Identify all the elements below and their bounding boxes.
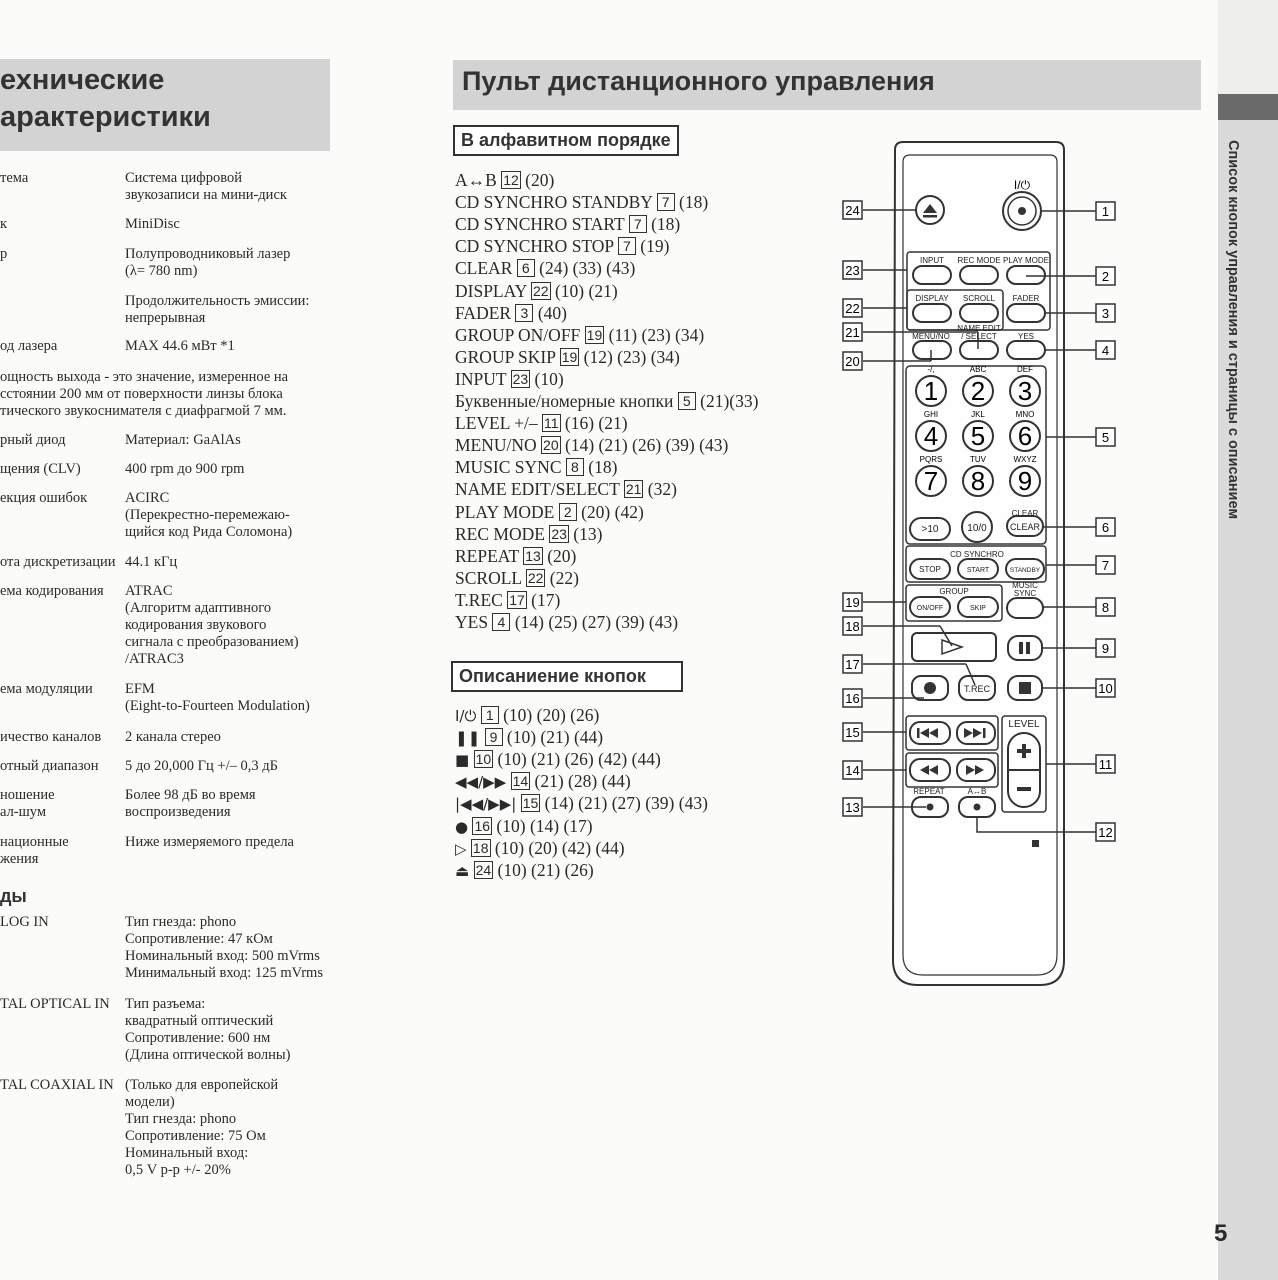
callout-number: 22 [845,301,860,316]
svg-text:ON/OFF: ON/OFF [916,605,944,612]
keypad-digit: 1 [923,376,939,406]
ref-number-box: 24 [475,861,492,878]
page-refs: (21) (28) (44) [534,771,631,792]
ref-number-box: 20 [543,437,559,454]
alpha-item [455,235,669,257]
alpha-item [455,523,602,545]
alpha-item [455,346,680,368]
spec-label: екция ошибок [0,490,88,506]
spec-value: Тип разъема: квадратный оптический Сопротивление: 600 нм (Длина оптической волны) [125,996,291,1063]
ref-number-box: 16 [474,817,491,834]
item-name: REC MODE [455,523,545,544]
keypad-digit: 2 [970,376,986,406]
alpha-item [455,567,579,589]
item-name: GROUP SKIP [455,346,556,367]
ref-number-box: 10 [475,751,492,768]
item-name: Буквенные/номерные кнопки [455,391,674,411]
page-refs: (20) (42) [581,501,644,522]
ref-number-box: 7 [657,193,675,211]
button-symbol-icon: ▷ [455,839,467,858]
desc-heading: Описаниение кнопок [451,661,683,692]
ref-number-box: 13 [525,547,541,564]
spec-value: Система цифровой звукозаписи на мини-диск [125,170,287,203]
callout-number: 3 [1101,306,1110,321]
spec-value: Продолжительность эмиссии: непрерывная [125,293,310,326]
ref-number-box: 5 [678,392,696,410]
spec-label: ема модуляции [0,681,93,697]
ref-number-box: 3 [515,304,533,322]
button-symbol-icon: I/⏻ [455,707,477,725]
callout-number: 6 [1101,520,1110,535]
page-refs: (10) (14) (17) [496,815,593,836]
page-refs: (19) [640,236,670,257]
left-title-line-1: ехнические [0,64,165,96]
spec-value: 44.1 кГц [125,554,178,570]
button-symbol-icon: ◀◀/▶▶ [455,773,507,792]
svg-text:MUSIC: MUSIC [1012,581,1038,590]
page-refs: (14) (25) (27) (39) (43) [514,612,679,632]
callout-number: 8 [1101,600,1110,615]
ref-number-box: 23 [512,370,529,387]
desc-item [455,704,599,727]
alpha-item [455,545,576,567]
alpha-item [455,412,628,434]
spec-label: ота дискретизации [0,554,116,570]
ref-number-box: 8 [566,458,584,476]
ref-number-box: 15 [522,795,539,812]
page-refs: (18) [588,457,618,478]
svg-text:YES: YES [1017,332,1035,341]
callout-number: 9 [1101,641,1110,656]
spec-label: од лазера [0,338,58,354]
ref-number-box: 4 [492,613,510,631]
alpha-item [455,368,564,390]
ref-number-box: 22 [533,282,549,299]
svg-text:CLEAR: CLEAR [1009,522,1041,532]
callout-number: 5 [1101,430,1110,445]
spec-label: национные жения [0,834,69,867]
page-refs: (10) (21) (26) [497,859,594,880]
svg-text:STANDBY: STANDBY [1009,567,1041,574]
svg-text:LEVEL: LEVEL [1008,719,1040,730]
keypad-letters: DEF [1017,365,1033,374]
side-tab-dark [1218,0,1278,94]
ref-number-box: 22 [527,569,544,586]
page-refs: (21)(33) [700,391,759,411]
svg-text:INPUT: INPUT [920,256,944,265]
item-name: PLAY MODE [455,501,555,522]
keypad-digit: 3 [1017,376,1033,406]
spec-value: 2 канала стерео [125,729,221,745]
spec-value: Материал: GaAlAs [125,432,241,448]
item-name: CD SYNCHRO START [455,214,625,235]
power-label: I/⏻ [1013,178,1031,192]
ref-number-box: 17 [509,591,525,608]
keypad-digit: 7 [923,466,939,496]
keypad-letters: PQRS [919,455,943,464]
keypad-digit: 5 [970,421,986,451]
callout-number: 11 [1098,757,1113,772]
page-refs: (10) (21) (26) (42) (44) [497,749,661,770]
keypad-digit: 6 [1017,421,1033,451]
spec-label: щения (CLV) [0,461,81,477]
svg-text:REPEAT: REPEAT [913,787,945,796]
alpha-item [455,213,680,235]
spec-label: ощность выхода - это значение, измеренное на сстоянии 200 мм от поверхности линзы блока тического звукоснимателя с диафрагмой 7 мм. [0,369,289,419]
page-refs: (22) [549,567,579,588]
keypad [916,365,1040,496]
page-refs: (14) (21) (27) (39) (43) [544,793,708,814]
item-name: NAME EDIT/SELECT [455,479,620,500]
svg-text:STOP: STOP [919,565,941,574]
alpha-item [455,257,635,279]
spec-value: ATRAC (Алгоритм адаптивного кодирования звукового сигнала с преобразованием) /ATRAC3 [125,583,299,667]
page-refs: (17) [531,589,561,610]
page-title: Пульт дистанционного управления [462,66,935,96]
spec-label: TAL COAXIAL IN [0,1077,114,1093]
page-refs: (20) [547,545,577,566]
callout-number: 16 [845,691,860,706]
spec-value: MiniDisc [125,216,180,232]
callout-number: 21 [845,325,860,340]
keypad-digit: 9 [1017,466,1033,496]
spec-value: MAX 44.6 мВт *1 [125,338,235,354]
ref-number-box: 12 [503,172,519,188]
spec-label: TAL OPTICAL IN [0,996,110,1012]
spec-label: тема [0,170,29,186]
page-refs: (10) (21) [554,280,618,301]
side-tab-label: Список кнопок управления и страницы с описанием [1225,140,1241,520]
remote-diagram [830,135,1130,995]
svg-text:SYNC: SYNC [1013,589,1037,598]
page-refs: (10) (20) (42) (44) [494,837,625,858]
spec-value: (Только для европейской модели) Тип гнезда: phono Сопротивление: 75 Ом Номинальный вход: 0,5 V p-p +/- 20% [125,1077,279,1178]
alpha-item [455,280,618,302]
item-name: MENU/NO [455,435,537,456]
page-refs: (16) (21) [564,413,628,434]
svg-text:PLAY MODE: PLAY MODE [1003,256,1049,265]
ref-number-box: 6 [517,259,535,277]
spec-value: EFM (Eight-to-Fourteen Modulation) [125,681,310,714]
alpha-item [455,191,708,213]
side-tab-marker [1218,94,1278,120]
ref-number-box: 21 [625,481,642,498]
callout-number: 19 [845,595,860,610]
svg-text:CLEAR: CLEAR [1011,509,1039,518]
ref-number-box: 11 [543,415,559,432]
spec-label: ема кодирования [0,583,104,599]
alpha-item [455,434,728,456]
page-refs: (18) [651,214,681,235]
callout-number: 4 [1101,343,1110,358]
page-refs: (24) (33) (43) [539,258,636,279]
ref-number-box: 19 [586,326,603,343]
page-refs: (32) [647,479,677,500]
callout-number: 2 [1101,269,1110,284]
page-number: 5 [1214,1220,1228,1247]
spec-value: Тип гнезда: phono Сопротивление: 47 кОм Номинальный вход: 500 mVrms Минимальный вход: 125 mVrms [125,914,323,981]
callout-number: 24 [845,203,860,218]
ref-number-box: 14 [512,773,529,790]
keypad-digit: 8 [970,466,986,496]
ref-number-box: 18 [472,839,489,856]
item-name: SCROLL [455,567,522,588]
callout-number: 13 [845,800,860,815]
page-refs: (10) (20) (26) [503,705,600,725]
spec-label: LOG IN [0,914,49,930]
item-name: INPUT [455,368,507,389]
button-symbol-icon: |◀◀/▶▶| [455,795,517,814]
keypad-letters: ABC [969,365,987,374]
svg-text:SCROLL: SCROLL [962,294,996,303]
spec-value: 5 до 20,000 Гц +/– 0,3 дБ [125,758,278,774]
page-refs: (40) [537,302,567,323]
alpha-item [455,589,560,611]
button-symbol-icon: ● [455,817,469,836]
svg-text:T.REC: T.REC [963,684,991,694]
spec-value: 400 rpm до 900 rpm [125,461,245,477]
keypad-letters: GHI [923,410,939,419]
item-name: MUSIC SYNC [455,457,562,478]
svg-text:CD SYNCHRO: CD SYNCHRO [950,550,1004,559]
item-name: FADER [455,302,512,323]
alpha-item [455,302,567,324]
page-refs: (20) [525,170,555,190]
remote-body [893,142,1064,985]
svg-text:DISPLAY: DISPLAY [915,294,949,303]
keypad-letters: -/, [927,365,935,374]
item-name: CD SYNCHRO STOP [455,236,614,257]
keypad-letters: JKL [971,410,985,419]
svg-text:/ SELECT: / SELECT [961,332,997,341]
svg-text:START: START [966,567,990,574]
callout-number: 14 [845,763,860,778]
button-symbol-icon: ⏏ [455,861,470,880]
svg-text:10/0: 10/0 [967,523,987,534]
callout-number: 18 [845,619,860,634]
page-refs: (14) (21) (26) (39) (43) [565,435,729,456]
desc-item [455,770,631,793]
alpha-item [455,501,644,523]
page-refs: (13) [573,523,603,544]
desc-item [455,859,594,882]
alpha-heading: В алфавитном порядке [453,125,679,156]
ref-number-box: 19 [561,348,578,365]
item-name: A↔B [455,170,497,190]
ref-number-box: 7 [618,237,636,255]
button-symbol-icon: ■ [455,751,470,770]
spec-label: отный диапазон [0,758,99,774]
page-refs: (10) (21) (44) [506,727,604,748]
svg-text:NAME EDIT: NAME EDIT [957,324,1001,333]
svg-text:MENU/NO: MENU/NO [912,332,950,341]
item-name: DISPLAY [455,280,527,301]
callout-number: 15 [845,725,860,740]
spec-label: рный диод [0,432,66,448]
alpha-item [455,611,678,633]
svg-text:SKIP: SKIP [970,605,986,612]
spec-label: к [0,216,8,232]
spec-value: Полупроводниковый лазер (λ= 780 nm) [125,246,291,279]
button-symbol-icon: ❚❚ [455,729,481,748]
callout-number: 12 [1098,825,1113,840]
page-refs: (10) [534,368,564,389]
page-refs: (11) (23) (34) [608,324,705,345]
svg-text:A↔B: A↔B [967,787,987,796]
desc-item [455,837,625,860]
callout-number: 17 [845,657,860,672]
item-name: T.REC [455,589,503,610]
desc-item [455,815,593,838]
callout-number: 23 [845,263,860,278]
item-name: CD SYNCHRO STANDBY [455,192,653,213]
alpha-item [455,456,617,478]
alpha-item [455,390,758,412]
desc-item [455,748,661,771]
keypad-letters: MNO [1015,410,1035,419]
left-title-line-2: арактеристики [0,101,211,133]
spec-label: ичество каналов [0,729,102,745]
callout-number: 7 [1101,558,1110,573]
desc-item [455,792,708,815]
keypad-letters: WXYZ [1013,455,1037,464]
page-refs: (12) (23) (34) [583,346,680,367]
spec-value: Ниже измеряемого предела [125,834,294,850]
callout-number: 10 [1098,681,1113,696]
page-refs: (18) [679,192,709,213]
keypad-letters: TUV [970,455,986,464]
ref-number-box: 1 [481,706,499,724]
svg-text:FADER: FADER [1012,294,1040,303]
ref-number-box: 9 [485,728,503,746]
ref-number-box: 2 [559,503,577,521]
item-name: YES [455,612,489,632]
callout-number: 1 [1101,204,1110,219]
alpha-item [455,169,554,191]
inputs-heading: ды [0,886,27,906]
alpha-item [455,324,704,346]
desc-item [455,726,603,749]
item-name: GROUP ON/OFF [455,324,581,345]
svg-text:GROUP: GROUP [939,587,969,596]
spec-value: Более 98 дБ во время воспроизведения [125,787,256,820]
alpha-item [455,478,677,500]
spec-value: ACIRC (Перекрестно-перемежаю- щийся код Рида Соломона) [125,490,293,540]
svg-text:>10: >10 [921,524,939,535]
item-name: CLEAR [455,258,513,279]
callout-number: 20 [845,354,860,369]
svg-text:REC MODE: REC MODE [957,256,1001,265]
item-name: LEVEL +/– [455,413,538,434]
spec-label: р [0,246,8,262]
ref-number-box: 23 [551,525,567,542]
item-name: REPEAT [455,545,519,566]
keypad-digit: 4 [923,421,939,451]
spec-label: ношение ал-шум [0,787,55,820]
ref-number-box: 7 [629,215,647,233]
